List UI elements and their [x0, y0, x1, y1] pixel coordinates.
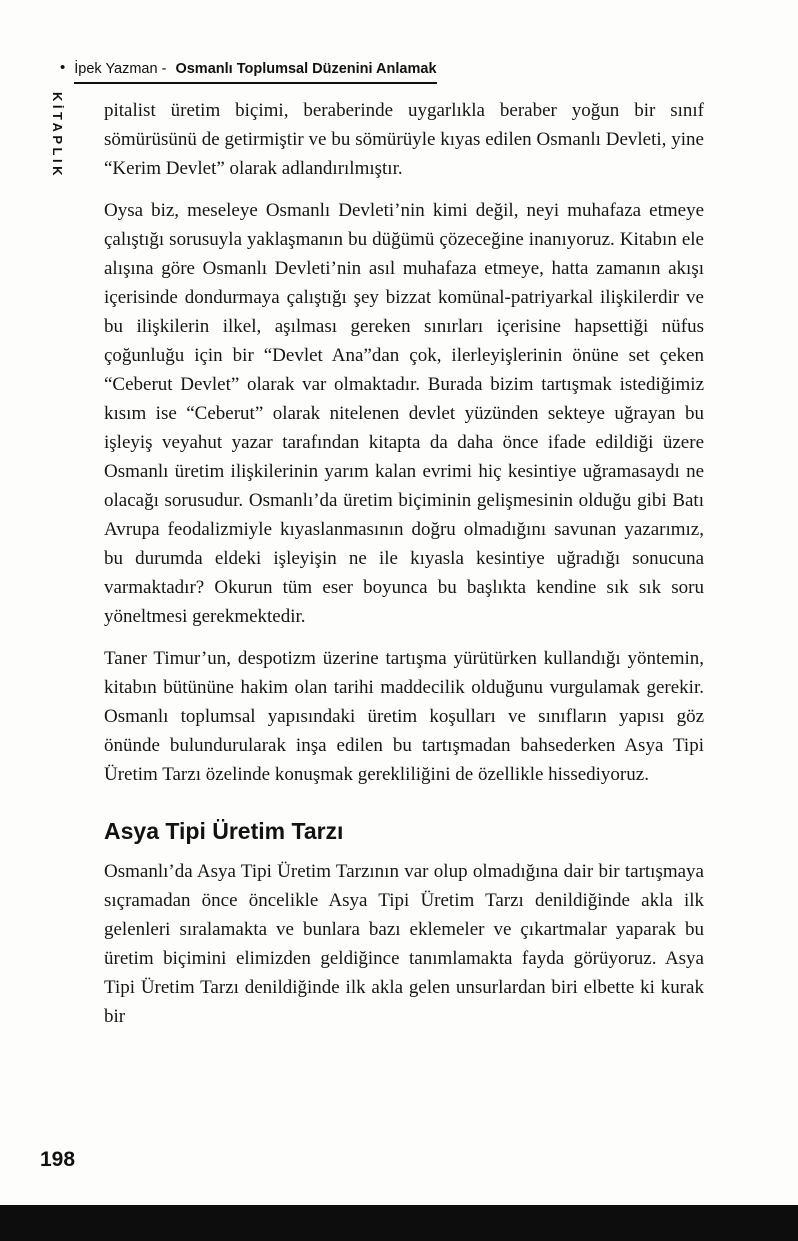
section-label-vertical: KİTAPLIK: [50, 92, 65, 179]
body-text-column: [104, 96, 704, 1044]
paragraph: Oysa biz, meseleye Osmanlı Devleti’nin kimi değil, neyi muhafaza etmeye çalıştığı sorusuyla yaklaşmanın bu düğümü çözeceğine inanıyoruz. Kitabın ele alışına göre Osmanlı Devleti’nin asıl muhafaza etmeye, hatta zamanın akışı içerisinde dondurmaya çalıştığı şey bizzat komünal-patriyarkal ilişkilerdir ve bu ilişkilerin ilkel, aşılması gereken sınırları içerisine hapsettiği nüfus çoğunluğu için bir “Devlet Ana”dan çok, ilerleyişlerinin önüne set çeken “Ceberut Devlet” olarak var olmaktadır. Burada bizim tartışmak istediğimiz kısım ise “Ceberut” olarak nitelenen devlet yüzünden sekteye uğrayan bu işleyiş veyahut yazar tarafından kitapta da daha önce ifade edildiği üzere Osmanlı üretim ilişkilerinin yarım kalan evrimi hiç kesintiye uğramasaydı ne olacağı sorusudur. Osmanlı’da üretim biçiminin gelişmesinin olduğu gibi Batı Avrupa feodalizmiyle kıyaslanmasının doğru olmadığını savunan yazarımız, bu durumda eldeki işleyişin ne ile kıyasla kesintiye uğradığı sonucuna varmaktadır? Okurun tüm eser boyunca bu başlıkta kendine sık sık soru yöneltmesi gerekmektedir.: [104, 200, 704, 627]
paragraph: Osmanlı’da Asya Tipi Üretim Tarzının var olup olmadığına dair bir tartışmaya sıçramadan önce öncelikle Asya Tipi Üretim Tarzı denildiğinde akla ilk gelenleri sıralamakta ve bunlara bazı eklemeler ve çıkartmalar yaparak bu üretim biçimini elimizden geldiğince tanımlamakta fayda görüyoruz. Asya Tipi Üretim Tarzı denildiğinde ilk akla gelen unsurlardan biri elbette ki kurak bir: [104, 861, 704, 1027]
page-number: 198: [40, 1148, 76, 1171]
header-book-title: Osmanlı Toplumsal Düzenini Anlamak: [175, 61, 437, 77]
paragraph: Taner Timur’un, despotizm üzerine tartışma yürütürken kullandığı yöntemin, kitabın bütününe hakim olan tarihi maddecilik olduğunu vurgulamak gerekir. Osmanlı toplumsal yapısındaki üretim koşulları ve sınıfların yapısı göz önünde bulundurularak inşa edilen bu tartışmadan bahsederken Asya Tipi Üretim Tarzı özelinde konuşmak gerekliliğini de özellikle hissediyoruz.: [104, 648, 704, 785]
header-text: [74, 61, 436, 84]
paragraph: pitalist üretim biçimi, beraberinde uygarlıkla beraber yoğun bir sınıf sömürüsünü de getirmiştir ve bu sömürüyle kıyas edilen Osmanlı Devleti, yine “Kerim Devlet” olarak adlandırılmıştır.: [104, 100, 704, 179]
section-heading: Asya Tipi Üretim Tarzı: [104, 818, 344, 844]
bottom-black-band: [0, 1205, 798, 1241]
header-author: İpek Yazman -: [74, 61, 167, 77]
running-header: [60, 60, 437, 84]
bullet-icon: •: [60, 59, 66, 76]
